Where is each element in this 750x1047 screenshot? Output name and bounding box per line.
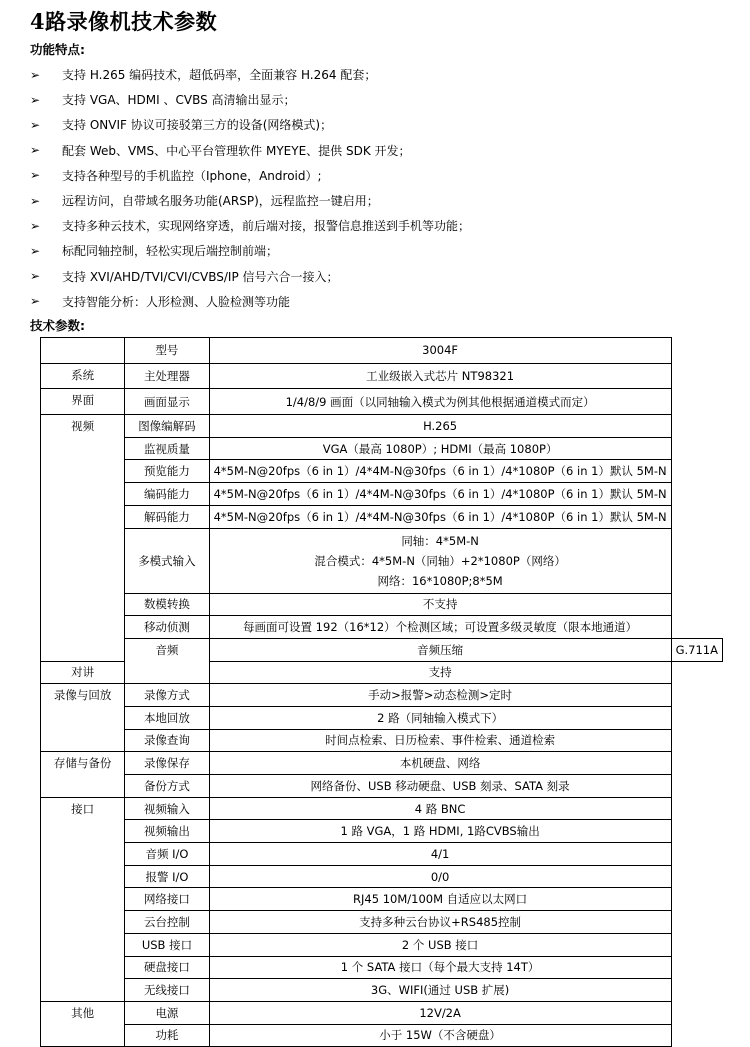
param-name: 备份方式: [125, 775, 209, 798]
param-name: 报警 I/O: [125, 865, 209, 888]
multimode-line: 混合模式：4*5M-N（同轴）+2*1080P（网络）: [314, 553, 566, 568]
param-name: 云台控制: [125, 911, 209, 934]
table-row: [41, 363, 723, 389]
param-name: 数模转换: [125, 593, 209, 616]
param-name: 移动侦测: [125, 616, 209, 639]
param-name: 音频压缩: [209, 638, 671, 661]
feature-item: [30, 62, 730, 87]
group-cell: 存储与备份: [41, 752, 125, 797]
table-row: [41, 979, 723, 1002]
table-row: [41, 729, 723, 752]
table-row: [41, 888, 723, 911]
param-name: 解码能力: [125, 505, 209, 528]
param-name: 本地回放: [125, 706, 209, 729]
feature-text: 支持 ONVIF 协议可接驳第三方的设备(网络模式)；: [62, 118, 333, 133]
feature-item: [30, 264, 730, 289]
feature-item: [30, 238, 730, 263]
table-row: [41, 956, 723, 979]
table-row: [41, 460, 723, 483]
param-value: 1 路 VGA，1 路 HDMI, 1路CVBS输出: [209, 820, 671, 843]
specs-heading: 技术参数:: [30, 318, 85, 333]
feature-list: [30, 62, 730, 314]
param-value: 网络备份、USB 移动硬盘、USB 刻录、SATA 刻录: [209, 775, 671, 798]
table-row: [41, 1024, 723, 1047]
param-value: 4*5M-N@20fps（6 in 1）/4*4M-N@30fps（6 in 1）/4*1080P（6 in 1）默认 5M-N: [209, 505, 671, 528]
param-value: H.265: [209, 415, 671, 438]
table-row: [41, 706, 723, 729]
param-name: 电源: [125, 1001, 209, 1024]
feature-text: 支持智能分析：人形检测、人脸检测等功能: [62, 294, 291, 309]
param-value: RJ45 10M/100M 自适应以太网口: [209, 888, 671, 911]
param-value: [209, 528, 671, 593]
param-name: 多模式输入: [125, 528, 209, 593]
param-value: 1 个 SATA 接口（每个最大支持 14T）: [209, 956, 671, 979]
param-name: 画面显示: [125, 389, 209, 415]
feature-item: [30, 188, 730, 213]
param-value: 12V/2A: [209, 1001, 671, 1024]
param-value: 本机硬盘、网络: [209, 752, 671, 775]
feature-text: 远程访问，自带域名服务功能(ARSP)，远程监控一键启用；: [62, 194, 379, 209]
group-cell: 录像与回放: [41, 684, 125, 752]
param-value: 不支持: [209, 593, 671, 616]
param-name: 视频输入: [125, 797, 209, 820]
param-name: 网络接口: [125, 888, 209, 911]
feature-item: [30, 112, 730, 137]
param-name: 功耗: [125, 1024, 209, 1047]
group-cell: 视频: [41, 415, 125, 662]
param-value: 4/1: [209, 843, 671, 866]
param-value: 3G、WIFI(通过 USB 扩展): [209, 979, 671, 1002]
table-row: [41, 638, 723, 661]
param-value: 2 路（同轴输入模式下）: [209, 706, 671, 729]
table-row: [41, 616, 723, 639]
feature-item: [30, 213, 730, 238]
table-row: [41, 1001, 723, 1024]
arrow-bullet-icon: ➢: [30, 294, 41, 309]
param-name: 主处理器: [125, 363, 209, 389]
arrow-bullet-icon: ➢: [30, 117, 41, 132]
page-title: 4路录像机技术参数: [30, 9, 218, 34]
spec-table: [40, 337, 723, 1047]
param-name: 监视质量: [125, 437, 209, 460]
param-value: 1/4/8/9 画面（以同轴输入模式为例其他根据通道模式而定）: [209, 389, 671, 415]
feature-text: 支持各种型号的手机监控（Iphone，Android）;: [62, 168, 322, 183]
table-row: [41, 797, 723, 820]
param-value: 手动>报警>动态检测>定时: [209, 684, 671, 707]
group-cell: 系统: [41, 363, 125, 389]
group-cell: 接口: [41, 797, 125, 1001]
feature-text: 支持 XVI/AHD/TVI/CVI/CVBS/IP 信号六合一接入；: [62, 269, 339, 284]
feature-item: [30, 87, 730, 112]
param-value: 4*5M-N@20fps（6 in 1）/4*4M-N@30fps（6 in 1）/4*1080P（6 in 1）默认 5M-N: [209, 483, 671, 506]
param-value: VGA（最高 1080P）; HDMI（最高 1080P）: [209, 437, 671, 460]
features-heading: 功能特点:: [30, 42, 85, 57]
table-row: [41, 775, 723, 798]
param-value: 3004F: [209, 338, 671, 364]
feature-text: 支持 VGA、HDMI 、CVBS 高清输出显示；: [62, 93, 296, 108]
group-cell: 界面: [41, 389, 125, 415]
param-value: 0/0: [209, 865, 671, 888]
param-value: 支持: [209, 661, 671, 684]
param-name: 无线接口: [125, 979, 209, 1002]
group-cell: 其他: [41, 1001, 125, 1046]
table-row: [41, 389, 723, 415]
param-name: 录像方式: [125, 684, 209, 707]
table-row: [41, 820, 723, 843]
param-value: 4*5M-N@20fps（6 in 1）/4*4M-N@30fps（6 in 1）/4*1080P（6 in 1）默认 5M-N: [209, 460, 671, 483]
feature-item: [30, 138, 730, 163]
param-name: 录像查询: [125, 729, 209, 752]
param-value: G.711A: [671, 638, 722, 661]
param-name: 硬盘接口: [125, 956, 209, 979]
table-row: [41, 415, 723, 438]
param-name: 视频输出: [125, 820, 209, 843]
arrow-bullet-icon: ➢: [30, 143, 41, 158]
arrow-bullet-icon: ➢: [30, 243, 41, 258]
param-name: 音频 I/O: [125, 843, 209, 866]
param-name: 录像保存: [125, 752, 209, 775]
table-row: [41, 528, 723, 593]
param-value: 时间点检索、日历检索、事件检索、通道检索: [209, 729, 671, 752]
arrow-bullet-icon: ➢: [30, 168, 41, 183]
table-row: [41, 933, 723, 956]
table-row: [41, 865, 723, 888]
param-value: 工业级嵌入式芯片 NT98321: [209, 363, 671, 389]
table-row: [41, 505, 723, 528]
table-row: [41, 911, 723, 934]
param-name: 图像编解码: [125, 415, 209, 438]
param-value: 每画面可设置 192（16*12）个检测区域；可设置多级灵敏度（限本地通道）: [209, 616, 671, 639]
table-row: [41, 752, 723, 775]
param-value: 支持多种云台协议+RS485控制: [209, 911, 671, 934]
table-row: [41, 437, 723, 460]
multimode-line: 网络：16*1080P;8*5M: [377, 573, 503, 588]
param-value: 4 路 BNC: [209, 797, 671, 820]
feature-text: 支持 H.265 编码技术，超低码率，全面兼容 H.264 配套；: [62, 68, 377, 83]
group-cell: [41, 338, 125, 364]
table-row: [41, 843, 723, 866]
param-name: 对讲: [41, 661, 125, 684]
group-cell: 音频: [125, 638, 209, 683]
table-row: [41, 338, 723, 364]
param-name: 编码能力: [125, 483, 209, 506]
param-value: 小于 15W（不含硬盘）: [209, 1024, 671, 1047]
table-row: [41, 684, 723, 707]
table-row: [41, 593, 723, 616]
param-value: 2 个 USB 接口: [209, 933, 671, 956]
feature-item: [30, 289, 730, 314]
arrow-bullet-icon: ➢: [30, 193, 41, 208]
arrow-bullet-icon: ➢: [30, 67, 41, 82]
arrow-bullet-icon: ➢: [30, 269, 41, 284]
param-name: USB 接口: [125, 933, 209, 956]
arrow-bullet-icon: ➢: [30, 218, 41, 233]
table-row: [41, 483, 723, 506]
multimode-line: 同轴：4*5M-N: [401, 533, 479, 548]
feature-text: 支持多种云技术，实现网络穿透，前后端对接，报警信息推送到手机等功能；: [62, 219, 471, 234]
feature-text: 标配同轴控制，轻松实现后端控制前端；: [62, 244, 279, 259]
param-name: 预览能力: [125, 460, 209, 483]
param-name: 型号: [125, 338, 209, 364]
feature-text: 配套 Web、VMS、中心平台管理软件 MYEYE、提供 SDK 开发；: [62, 143, 411, 158]
feature-item: [30, 163, 730, 188]
arrow-bullet-icon: ➢: [30, 92, 41, 107]
